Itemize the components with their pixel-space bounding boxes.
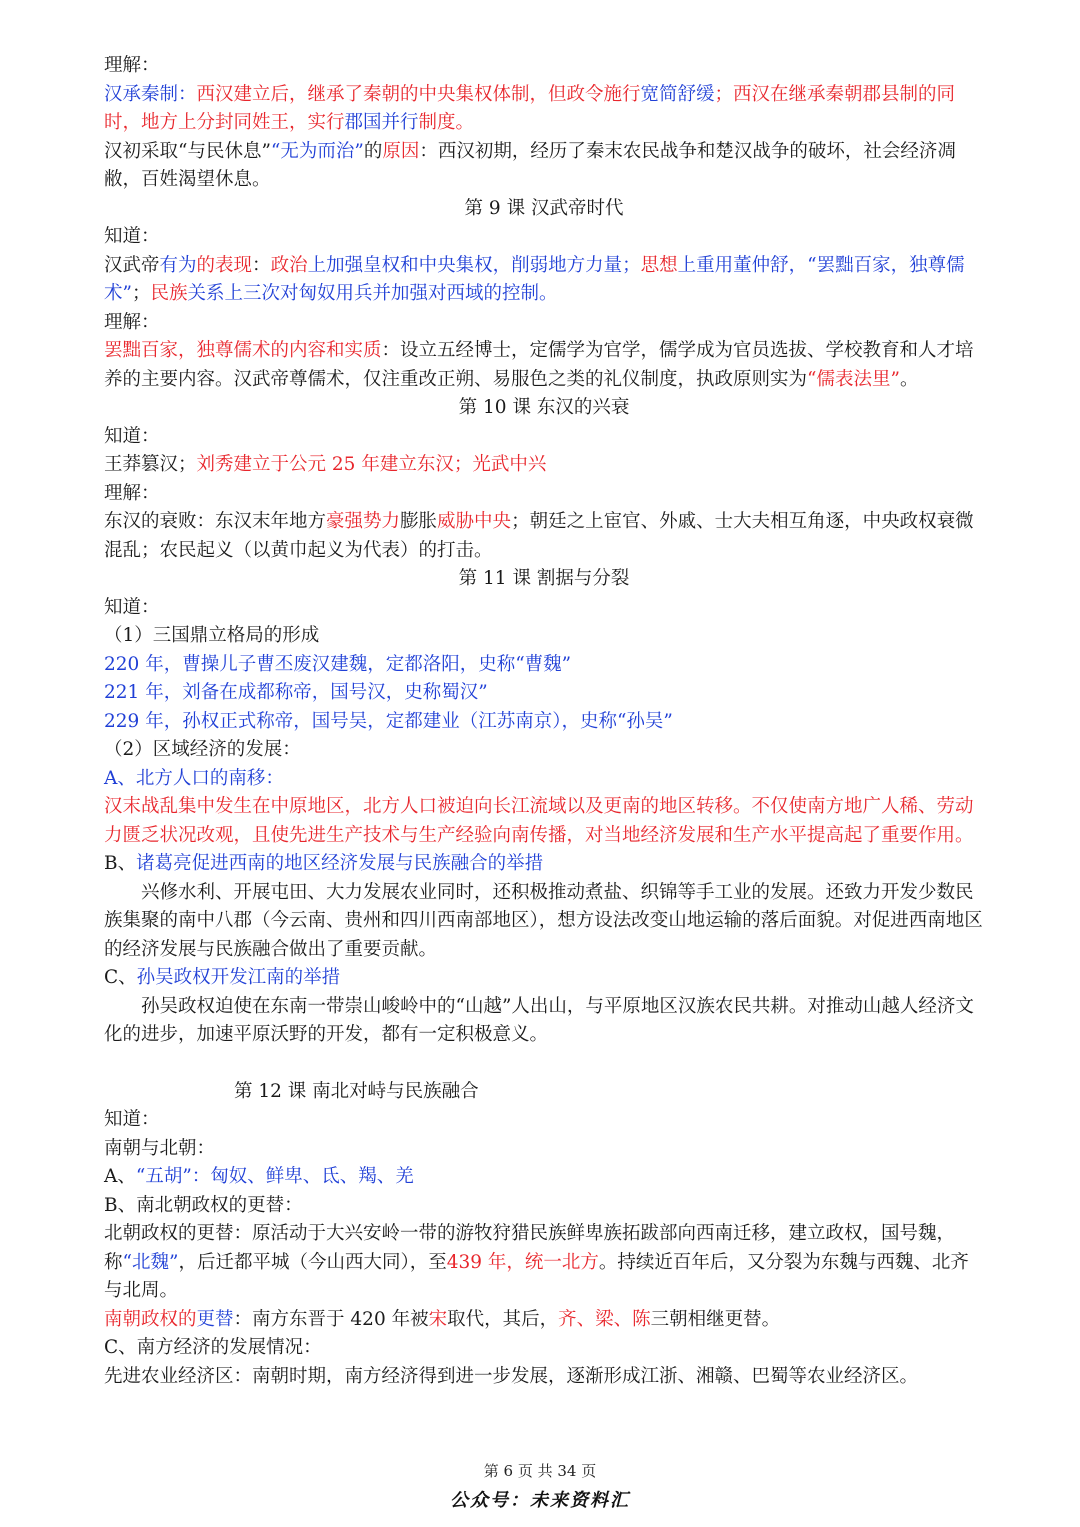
term: 宽简舒缓 [640, 83, 715, 105]
lesson-12-heading: 第 12 课 南北对峙与民族融合 [234, 1080, 479, 1102]
paragraph-rest-policy [104, 138, 984, 195]
term: 更替 [196, 1308, 234, 1330]
text: 三朝相继更替。 [650, 1308, 781, 1330]
paragraph-eastern-han [104, 451, 984, 480]
text-blue: “五胡”：匈奴、鲜卑、氐、羯、羌 [135, 1166, 414, 1187]
text: ，后迁都平城（今山西大同），至 [178, 1251, 447, 1273]
term: 齐、梁、陈 [558, 1308, 651, 1330]
text: ： [252, 254, 271, 276]
text: C、 [104, 967, 137, 988]
term: 政治 [270, 254, 308, 276]
event-line: 220 年，曹操儿子曹丕废汉建魏，定都洛阳，史称“曹魏” [104, 653, 572, 675]
paragraph-decline [104, 508, 984, 565]
term: 汉承秦制： [104, 83, 197, 105]
lesson-9-heading: 第 9 课 汉武帝时代 [464, 197, 624, 219]
lesson-11-heading: 第 11 课 割据与分裂 [458, 568, 630, 589]
text-red: 制度。 [418, 112, 475, 133]
subheading: A、北方人口的南移： [104, 767, 284, 789]
text: ；朝廷之上宦官、外戚、士大夫相互角逐，中央政权衰微混乱；农民起义（以黄巾起义为代表）的打击。 [104, 511, 974, 561]
text: 汉武帝 [104, 254, 160, 276]
term: 宋 [428, 1308, 448, 1330]
term: “北魏” [122, 1251, 179, 1273]
text-red: ；西汉在继承秦朝郡县制的同时，地方上分封同姓王，实行 [104, 83, 956, 133]
text: 的 [363, 140, 383, 162]
text: 汉初采取“与民休息” [104, 140, 271, 162]
term: 豪强势力 [326, 511, 401, 532]
text: ：西汉初期，经历了秦末农民战争和楚汉战争的破坏，社会经济凋敝，百姓渴望休息。 [104, 140, 956, 190]
text-blue: 诸葛亮促进西南的地区经济发展与民族融合的举措 [136, 853, 544, 874]
term: 威胁中央 [437, 511, 512, 532]
paragraph-han-succession [104, 81, 984, 138]
text: ：南方东晋于 420 年被 [233, 1308, 429, 1330]
paragraph-sun-wu: 孙吴政权迫使在东南一带崇山峻岭中的“山越”人出山，与平原地区汉族农民共耕。对推动山越人经济文化的进步，加速平原沃野的开发，都有一定积极意义。 [104, 995, 974, 1045]
term: 439 年，统一北方 [446, 1251, 599, 1273]
label-understand: 理解： [104, 311, 160, 333]
paragraph-migration: 汉末战乱集中发生在中原地区，北方人口被迫向长江流域以及更南的地区转移。不仅使南方地广人稀、劳动力匮乏状况改观，且使先进生产技术与生产经验向南传播，对当地经济发展和生产水平提高起了重要作用。 [104, 796, 974, 846]
footer-brand: 公众号：未来资料汇 [450, 1490, 630, 1511]
term: 南朝政权的 [104, 1308, 197, 1330]
label-understand: 理解： [104, 55, 160, 76]
subheading [104, 850, 984, 879]
text-blue: 关系上三次对匈奴用兵并加强对西域的控制。 [187, 283, 558, 304]
label-understand: 理解： [104, 482, 160, 504]
text: 王莽篡汉； [104, 454, 197, 475]
paragraph-wudi [104, 252, 984, 309]
subheading: （2）区域经济的发展： [104, 739, 301, 760]
paragraph-zhuge-liang: 兴修水利、开展屯田、大力发展农业同时，还积极推动煮盐、织锦等手工业的发展。还致力开发少数民族集聚的南中八郡（今云南、贵州和四川西南部地区），想方设法改变山地运输的落后面貌。对促进西南地区的经济发展与民族融合做出了重要贡献。 [104, 881, 983, 960]
text-blue: 上加强皇权和中央集权，削弱地方力量； [307, 254, 641, 276]
term: “儒表法里” [807, 368, 900, 390]
event-line: 229 年，孙权正式称帝，国号吴，定都建业（江苏南京），史称“孙吴” [104, 710, 673, 732]
label-know: 知道： [104, 1109, 160, 1130]
text-red: 西汉建立后，继承了秦朝的中央集权体制，但政令施行 [196, 83, 641, 105]
term: 有为 [159, 254, 197, 276]
term: 思想 [640, 254, 678, 276]
label-know: 知道： [104, 596, 160, 618]
label-know: 知道： [104, 226, 160, 247]
paragraph-southern-dynasties [104, 1306, 984, 1335]
paragraph-northern-dynasties [104, 1220, 984, 1306]
text: 膨胀 [400, 511, 438, 532]
text-blue: 上重用董仲舒，“罢黜百家，独尊儒术” [104, 254, 965, 304]
text: 北朝政权的更替：原活动于大兴安岭一带的游牧狩猎民族鲜卑族拓跋部向西南迁移，建立政权，国号魏，称 [104, 1223, 956, 1273]
lesson-10-heading: 第 10 课 东汉的兴衰 [458, 397, 630, 418]
subheading [104, 1163, 984, 1192]
subheading: C、南方经济的发展情况： [104, 1337, 322, 1358]
text: A、 [104, 1166, 136, 1187]
text: B、 [104, 853, 137, 874]
page-number: 第 6 页 共 34 页 [483, 1462, 597, 1480]
event-line: 221 年，刘备在成都称帝，国号汉，史称蜀汉” [104, 682, 488, 703]
page-content [104, 52, 984, 1391]
text: ； [131, 283, 151, 304]
subheading: （1）三国鼎立格局的形成 [104, 625, 320, 646]
term: 郡国并行 [344, 112, 419, 133]
text: 。 [899, 368, 919, 390]
term: 的表现 [196, 254, 253, 276]
text: 东汉的衰败：东汉末年地方 [104, 511, 327, 532]
term: 罢黜百家，独尊儒术的内容和实质 [104, 340, 382, 361]
text: ：设立五经博士，定儒学为官学，儒学成为官员选拔、学校教育和人才培养的主要内容。汉武帝尊儒术，仅注重改正朔、易服色之类的礼仪制度，执政原则实为 [104, 340, 974, 390]
term: “无为而治” [270, 140, 364, 162]
subheading: B、南北朝政权的更替： [104, 1194, 303, 1216]
term: 民族 [150, 283, 188, 304]
paragraph-confucianism [104, 337, 984, 394]
paragraph-southern-economy: 先进农业经济区：南朝时期，南方经济得到进一步发展，逐渐形成江浙、湘赣、巴蜀等农业经济区。 [104, 1365, 919, 1387]
subheading [104, 964, 984, 993]
text-blue: 孙吴政权开发江南的举措 [136, 967, 341, 988]
spacer [104, 1050, 984, 1078]
label-know: 知道： [104, 425, 160, 447]
subheading: 南朝与北朝： [104, 1137, 216, 1159]
text: 。持续近百年后，又分裂为东魏与西魏、北齐与北周。 [104, 1251, 969, 1301]
text: 取代，其后， [447, 1308, 559, 1330]
text-red: 刘秀建立于公元 25 年建立东汉；光武中兴 [196, 454, 547, 475]
term: 原因 [382, 140, 420, 162]
